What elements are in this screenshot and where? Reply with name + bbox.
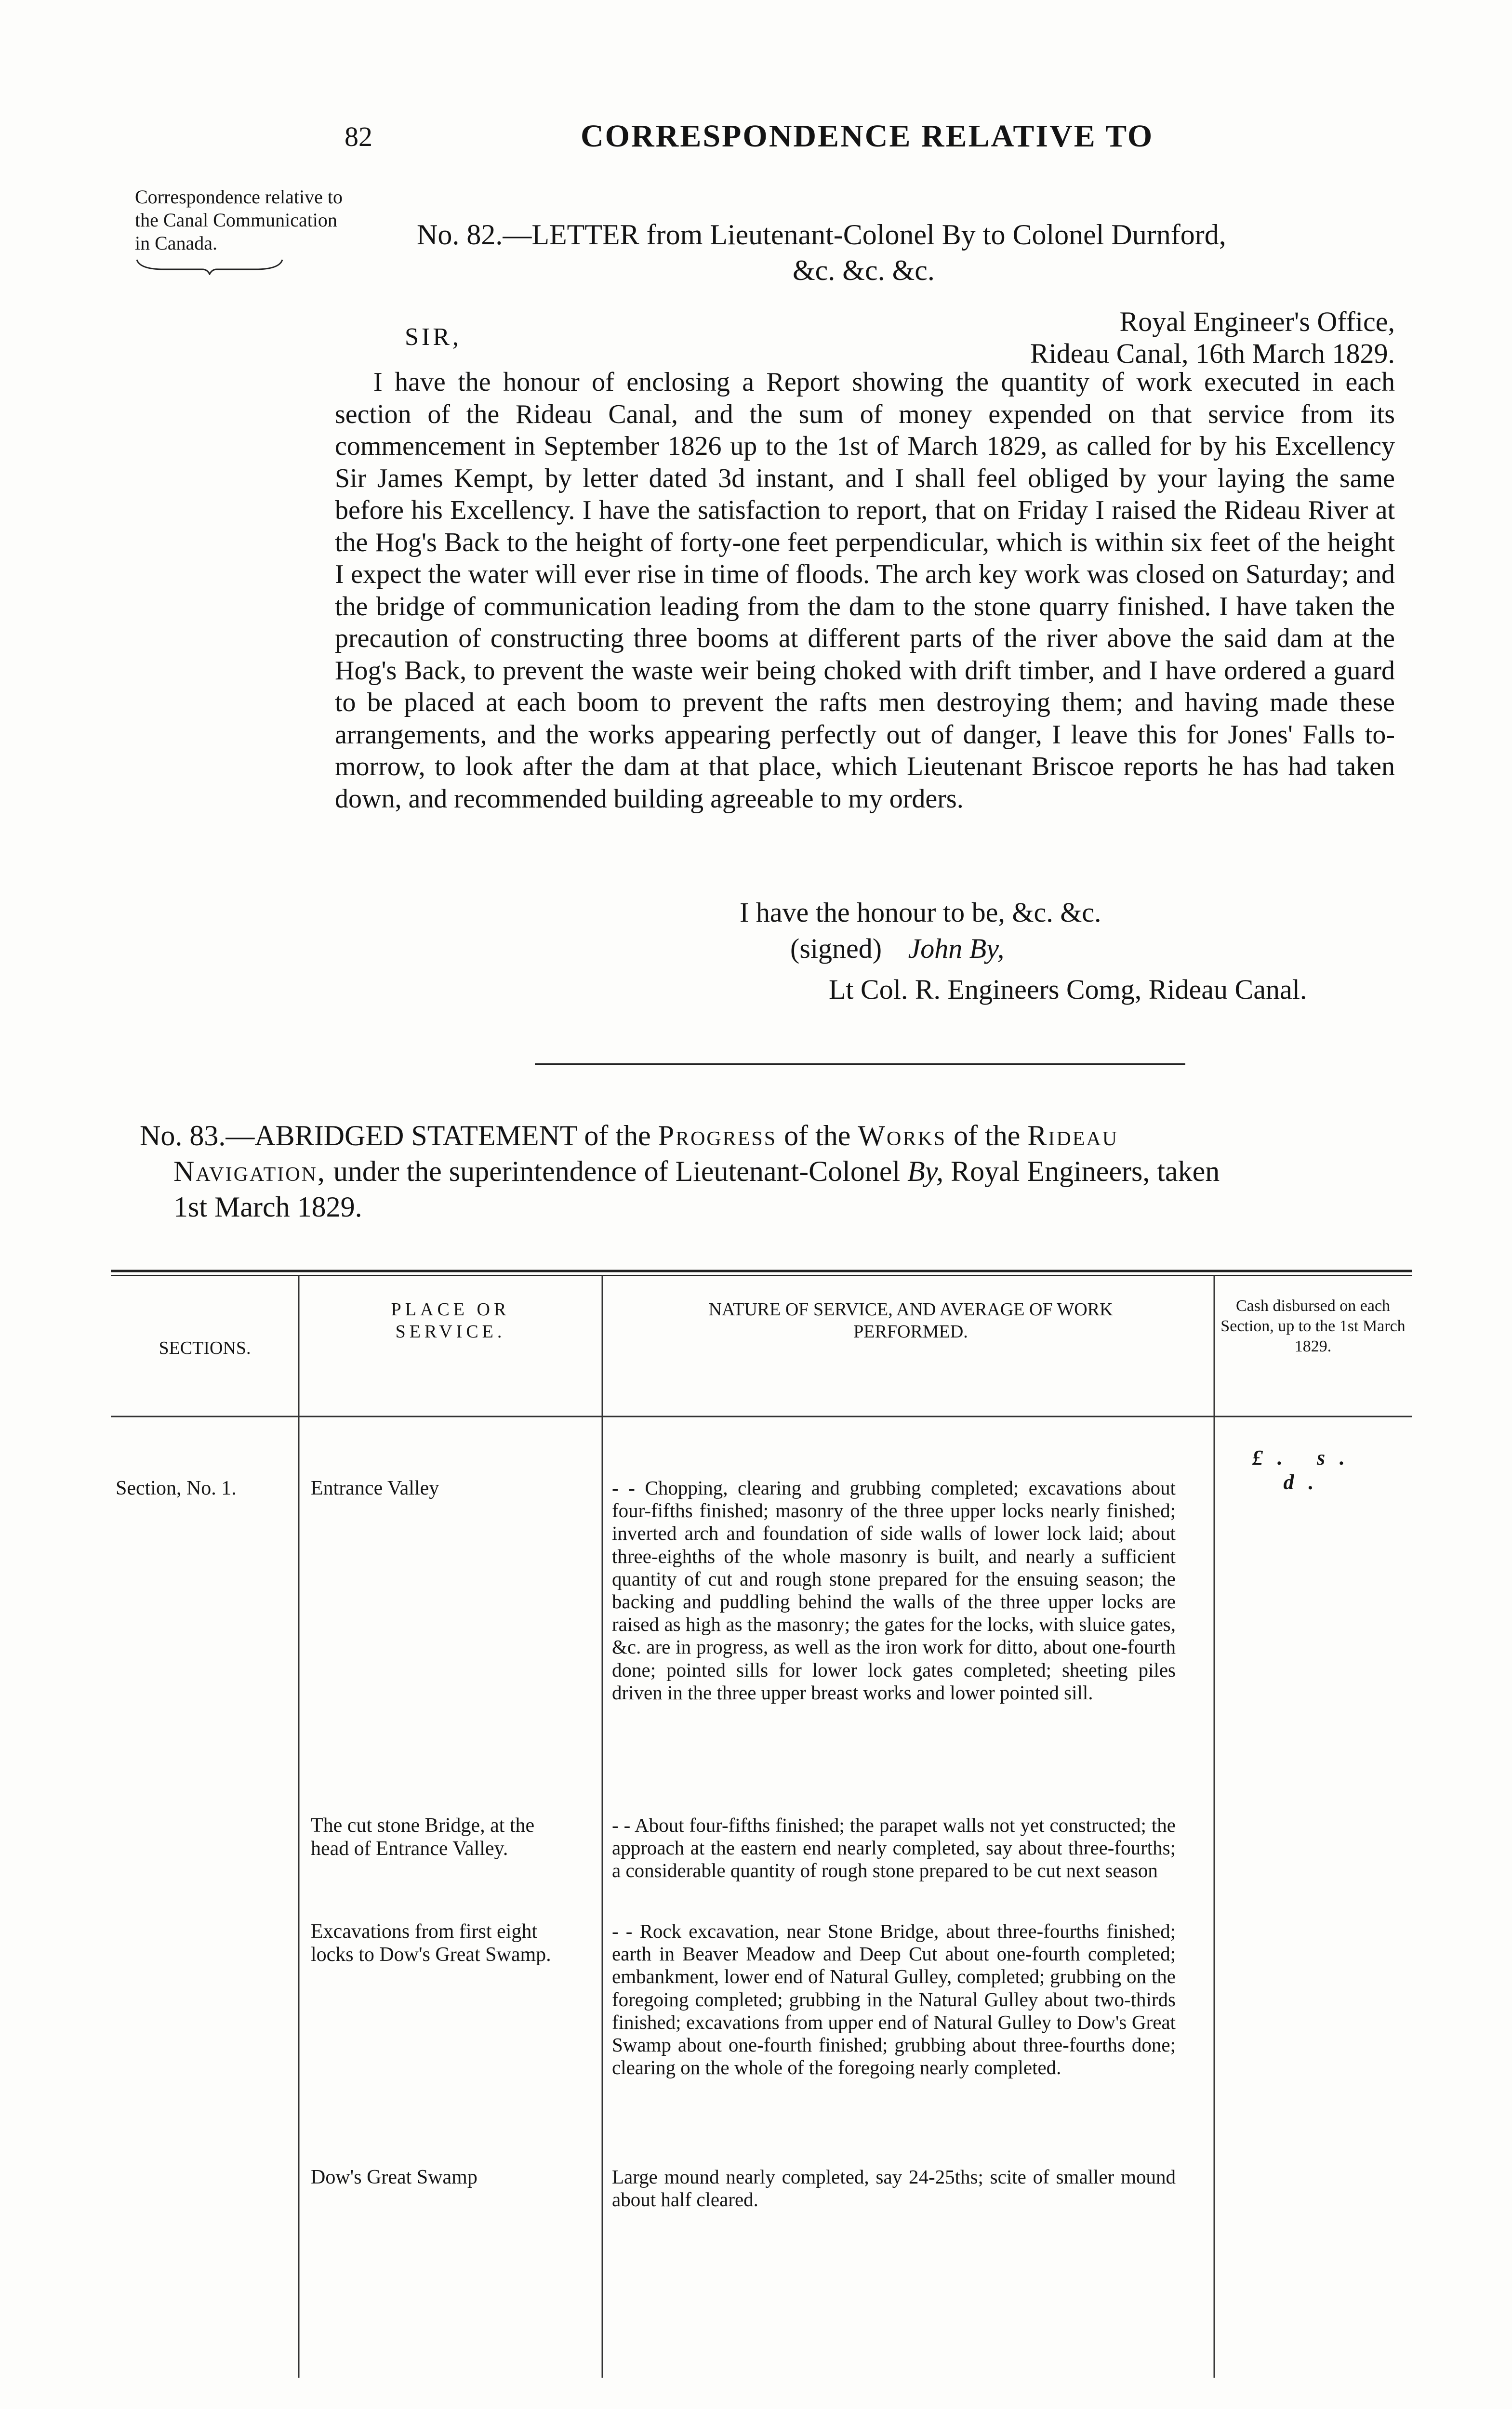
page-number: 82 <box>345 121 372 152</box>
stmt-of1: of the <box>784 1120 851 1152</box>
stmt-works: Works <box>858 1120 947 1152</box>
stmt-progress: Progress <box>658 1120 777 1152</box>
row3-place: Excavations from first eight locks to Dow's Great Swamp. <box>311 1920 551 1966</box>
progress-table <box>111 1270 1412 2378</box>
running-title: CORRESPONDENCE RELATIVE TO <box>581 119 1154 154</box>
row2-place: The cut stone Bridge, at the head of Entrance Valley. <box>311 1814 535 1860</box>
signer-title: Lt Col. R. Engineers Comg, Rideau Canal. <box>829 974 1307 1005</box>
header-place: PLACE OR SERVICE. <box>391 1299 510 1342</box>
header-cash: Cash disbursed on each Section, up to the 1st March 1829. <box>1220 1297 1406 1355</box>
letter-office: Royal Engineer's Office, <box>1119 306 1395 337</box>
stmt-rideau: Rideau <box>1027 1120 1119 1152</box>
letter-body: I have the honour of enclosing a Report showing the quantity of work executed in each section of the Rideau Canal, and the sum of money expended on that service from its commencement in September 1826 up to the 1st of March 1829, as called for by his Excellency Sir James Kempt, by letter dated 3d instant, and I shall feel obliged by your laying the same before his Excellency. I have the satisfaction to report, that on Friday I raised the Rideau River at the Hog's Back to the height of forty-one feet perpendicular, which is within six feet of the height I expect the water will ever rise in time of floods. The arch key work was closed on Saturday; and the bridge of communication leading from the dam to the stone quarry finished. I have taken the precaution of constructing three booms at different parts of the river above the said dam at the Hog's Back, to prevent the waste weir being choked with drift timber, and I have ordered a guard to be placed at each boom to prevent the rafts men destroying them; and having made these arrangements, and the works appearing perfectly out of danger, I leave this for Jones' Falls to-morrow, to look after the dam at that place, which Lieutenant Briscoe reports he has had taken down, and recommended building agreeable to my orders. <box>335 367 1395 814</box>
header-nature: NATURE OF SERVICE, AND AVERAGE OF WORK PERFORMED. <box>708 1299 1113 1342</box>
stmt-rest2: Royal Engineers, taken <box>951 1155 1220 1187</box>
row3-nature: - - Rock excavation, near Stone Bridge, about three-fourths finished; earth in Beaver Meadow and Deep Cut about one-fourth completed; embankment, lower end of Natural Gulley, completed; grubbing on the foregoing completed; grubbing in the Natural Gulley about two-thirds finished; excavations from upper end of Natural Gulley to Dow's Great Swamp about one-fourth finished; grubbing about three-fourths done; clearing on the whole of the foregoing nearly completed. <box>612 1920 1176 2079</box>
letter-heading-line2: &c. &c. &c. <box>793 254 935 286</box>
section-divider <box>535 1063 1185 1065</box>
stmt-date: 1st March 1829. <box>173 1191 362 1223</box>
stmt-rest1: under the superintendence of Lieutenant-Colonel <box>333 1155 901 1187</box>
margin-note-text: Correspondence relative to the Canal Communication in Canada. <box>135 186 343 254</box>
signature: John By, <box>908 933 1005 964</box>
letter-closing: I have the honour to be, &c. &c. <box>740 897 1101 928</box>
stmt-line2 <box>140 1153 1373 1225</box>
statement-heading <box>140 1118 1373 1225</box>
stmt-prefix: No. 83.—ABRIDGED STATEMENT of the <box>140 1120 651 1152</box>
stmt-by: By, <box>907 1155 944 1187</box>
row4-place: Dow's Great Swamp <box>311 2166 477 2188</box>
letter-signed <box>790 932 1004 965</box>
letter-heading <box>417 217 1380 288</box>
stmt-of2: of the <box>954 1120 1021 1152</box>
row1-section: Section, No. 1. <box>116 1477 237 1499</box>
margin-note <box>135 185 347 275</box>
row1-nature: - - Chopping, clearing and grubbing completed; excavations about four-fifths finished; masonry of the three upper locks nearly finished; inverted arch and foundation of side walls of lower lock laid; about three-eighths of the whole masonry is built, and nearly a sufficient quantity of cut and rough stone prepared for the ensuing season; the backing and puddling behind the walls of the three upper locks are raised as high as the masonry; the gates for the locks, with sluice gates, &c. are in progress, as well as the iron work for ditto, about one-fourth done; pointed sills for lower lock gates completed; sheeting piles driven in the three upper breast works and lower pointed sill. <box>612 1477 1176 1704</box>
row2-nature: - - About four-fifths finished; the parapet walls not yet constructed; the approach at the eastern end nearly completed, say about three-fourths; a considerable quantity of rough stone prepared to be cut next season <box>612 1814 1176 1882</box>
currency-units: £. s. d. <box>1252 1446 1360 1494</box>
row4-nature: Large mound nearly completed, say 24-25ths; scite of smaller mound about half cleared. <box>612 2166 1176 2211</box>
brace-mark <box>135 258 284 275</box>
letter-heading-line1: No. 82.—LETTER from Lieutenant-Colonel By to Colonel Durnford, <box>417 219 1226 251</box>
signed-label: (signed) <box>790 933 882 964</box>
stmt-navigation: Navigation, <box>173 1155 326 1187</box>
letter-place-date: Rideau Canal, 16th March 1829. <box>1030 338 1395 369</box>
letter-salutation: SIR, <box>405 323 462 351</box>
row1-place: Entrance Valley <box>311 1477 439 1499</box>
header-sections: SECTIONS. <box>159 1338 251 1358</box>
letter-address <box>961 306 1395 370</box>
